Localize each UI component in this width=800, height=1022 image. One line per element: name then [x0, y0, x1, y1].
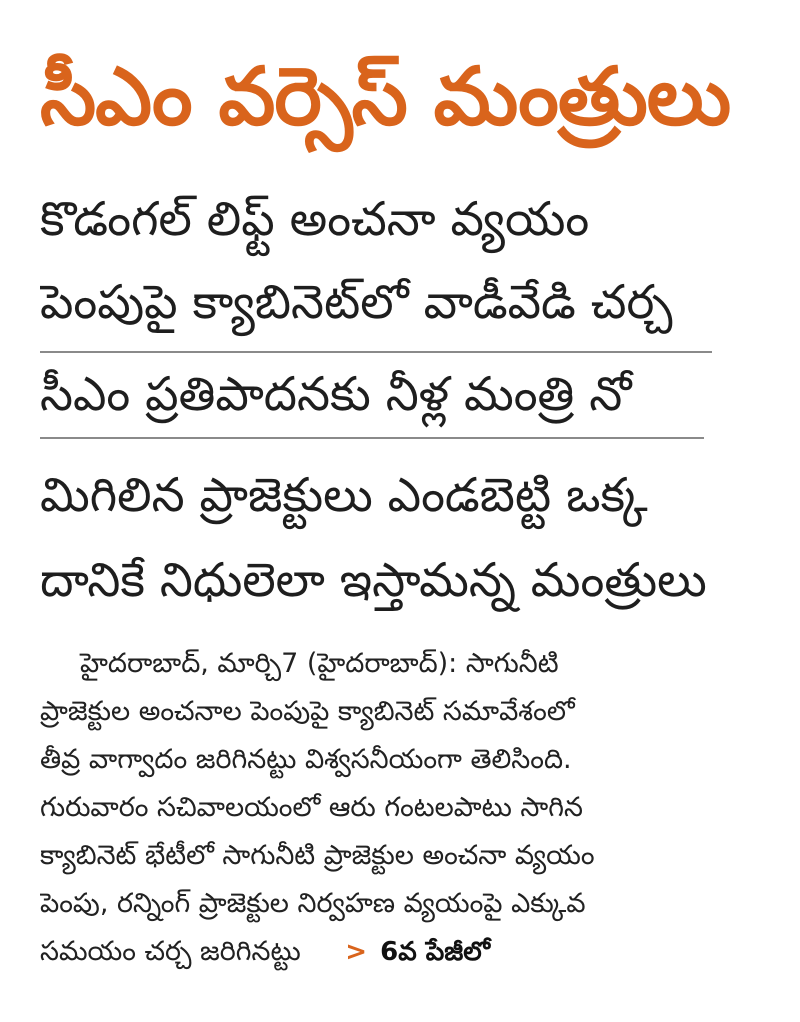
body-line: ప్రాజెక్టుల అంచనాల పెంపుపై క్యాబినెట్ సమావేశంలో	[40, 696, 575, 727]
body-line-text: సమయం చర్చ జరిగినట్టు	[40, 936, 301, 967]
continuation-label: 6వ పేజీలో	[380, 937, 491, 967]
body-line: తీవ్ర వాగ్వాదం జరిగినట్టు విశ్వసనీయంగా తెలిసింది.	[40, 744, 572, 775]
deck-divider-2	[40, 437, 704, 439]
body-line: క్యాబినెట్ భేటీలో సాగునీటి ప్రాజెక్టుల అంచనా వ్యయం	[40, 840, 595, 871]
body-line: గురువారం సచివాలయంలో ఆరు గంటలపాటు సాగిన	[40, 792, 583, 823]
chevron-right-icon: >	[345, 937, 368, 967]
deck-line-2: పెంపుపై క్యాబినెట్‌లో వాడీవేడి చర్చ	[40, 275, 673, 330]
body-line: పెంపు, రన్నింగ్ ప్రాజెక్టుల నిర్వహణ వ్యయంపై ఎక్కువ	[40, 888, 586, 919]
deck-line-4: మిగిలిన ప్రాజెక్టులు ఎండబెట్టి ఒక్క	[40, 468, 648, 523]
deck-divider-1	[40, 351, 712, 353]
body-line-last	[40, 928, 780, 976]
body-line: హైదరాబాద్, మార్చి7 (హైదరాబాద్): సాగునీటి	[80, 648, 559, 679]
headline: సీఎం వర్సెస్ మంత్రులు	[40, 50, 731, 143]
article-body	[40, 640, 780, 976]
continuation-link[interactable]	[345, 928, 490, 976]
deck-line-5: దానికే నిధులెలా ఇస్తామన్న మంత్రులు	[40, 553, 707, 608]
deck-line-1: కొడంగల్ లిఫ్ట్ అంచనా వ్యయం	[40, 192, 590, 247]
deck-line-3: సీఎం ప్రతిపాదనకు నీళ్ల మంత్రి నో	[40, 367, 632, 422]
